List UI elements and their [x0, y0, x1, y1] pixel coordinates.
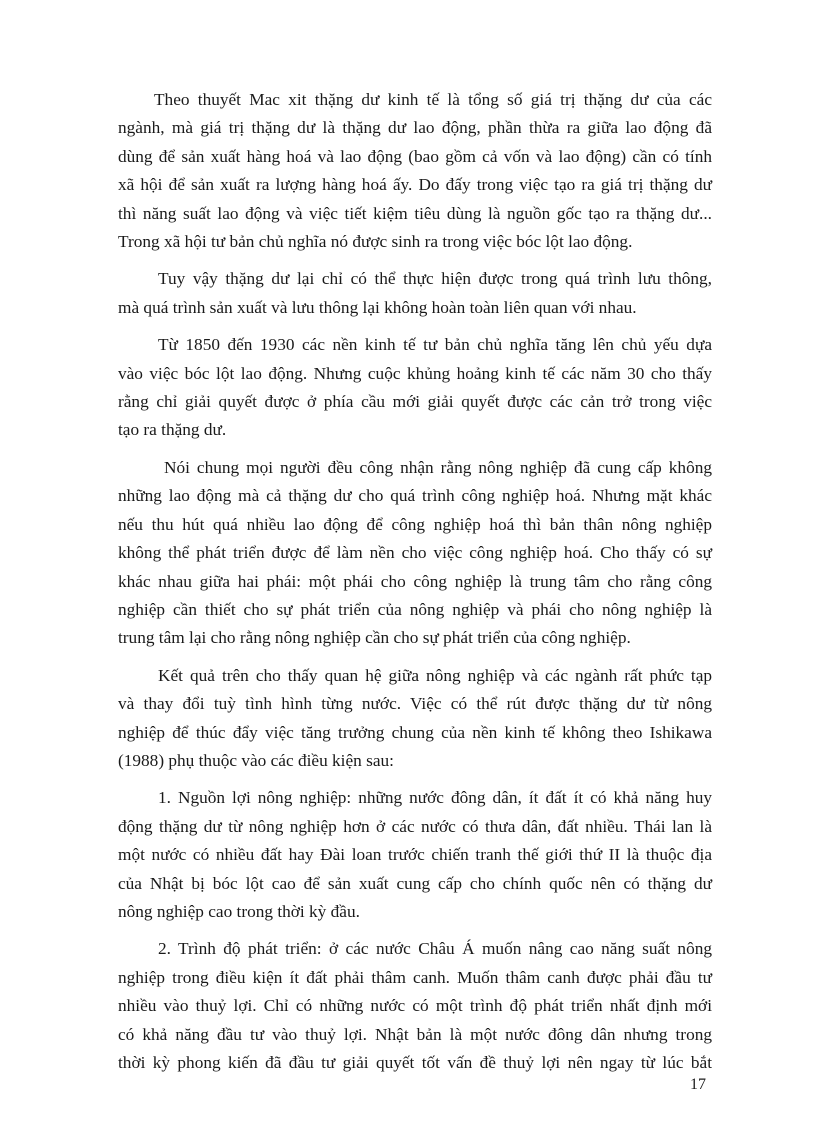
text-line: động thặng dư từ nông nghiệp hơn ở các nước có thưa dân, đất nhiều. Thái lan là: [118, 816, 712, 836]
text-line: Trong xã hội tư bản chủ nghĩa nó được sinh ra trong việc bóc lột lao động.: [118, 232, 633, 252]
text-line: vào việc bóc lột lao động. Nhưng cuộc khủng hoảng kinh tế các năm 30 cho thấy: [118, 363, 712, 383]
text-line: tạo ra thặng dư.: [118, 420, 227, 440]
text-line: Tuy vậy thặng dư lại chỉ có thể thực hiện được trong quá trình lưu thông,: [158, 269, 712, 289]
text-line: Kết quả trên cho thấy quan hệ giữa nông nghiệp và các ngành rất phức tạp: [158, 665, 712, 685]
page-number: 17: [690, 1076, 706, 1093]
text-line: 2. Trình độ phát triển: ở các nước Châu Á muốn nâng cao năng suất nông: [158, 939, 712, 959]
text-line: của Nhật bị bóc lột cao để sản xuất cung cấp cho chính quốc nên có thặng dư: [118, 873, 712, 893]
paragraph: [118, 454, 712, 653]
text-line: thì năng suất lao động và việc tiết kiệm tiêu dùng là nguồn gốc tạo ra thặng dư...: [118, 203, 712, 223]
text-line: nhiều vào thuỷ lợi. Chỉ có những nước có một trình độ phát triển nhất định mới: [118, 996, 712, 1016]
text-line: nghiệp cần thiết cho sự phát triển của nông nghiệp và phái cho nông nghiệp là: [118, 599, 712, 619]
text-line: Nói chung mọi người đều công nhận rằng nông nghiệp đã cung cấp không: [164, 457, 712, 477]
text-line: thời kỳ phong kiến đã đầu tư giải quyết tốt vấn đề thuỷ lợi nên ngay từ lúc bắt: [118, 1053, 712, 1072]
text-line: những lao động mà cả thặng dư cho quá trình công nghiệp hoá. Nhưng mặt khác: [118, 486, 712, 506]
text-line: dùng để sản xuất hàng hoá và lao động (bao gồm cả vốn và lao động) cần có tính: [118, 146, 712, 166]
text-line: ngành, mà giá trị thặng dư là thặng dư lao động, phần thừa ra giữa lao động đã: [118, 118, 712, 138]
text-line: và thay đổi tuỳ tình hình từng nước. Việc có thể rút được thặng dư từ nông: [118, 694, 712, 714]
paragraph: [118, 265, 712, 322]
text-line: 1. Nguồn lợi nông nghiệp: những nước đông dân, ít đất ít có khả năng huy: [158, 788, 712, 808]
text-line: Từ 1850 đến 1930 các nền kinh tế tư bản chủ nghĩa tăng lên chủ yếu dựa: [158, 335, 712, 355]
text-line: Theo thuyết Mac xit thặng dư kinh tế là tổng số giá trị thặng dư của các: [154, 90, 712, 109]
text-line: nếu thu hút quá nhiều lao động để công nghiệp hoá thì bản thân nông nghiệp: [118, 514, 712, 534]
paragraph: [118, 662, 712, 776]
text-line: nghiệp để thúc đẩy việc tăng trưởng chung của nền kinh tế không theo Ishikawa: [118, 722, 712, 742]
text-line: khác nhau giữa hai phái: một phái cho công nghiệp là trung tâm cho rằng công: [118, 571, 712, 591]
text-line: xã hội để sản xuất ra lượng hàng hoá ấy. Do đấy trong việc tạo ra giá trị thặng dư: [118, 175, 712, 195]
text-line: một nước có nhiều đất hay Đài loan trước chiến tranh thế giới thứ II là thuộc địa: [118, 845, 712, 865]
paragraph: [118, 331, 712, 445]
paragraph: [118, 86, 712, 256]
text-line: có khả năng đầu tư vào thuỷ lợi. Nhật bản là một nước đông dân nhưng trong: [118, 1024, 712, 1044]
text-line: trung tâm lại cho rằng nông nghiệp cần cho sự phát triển của công nghiệp.: [118, 628, 631, 648]
text-line: nông nghiệp cao trong thời kỳ đầu.: [118, 901, 360, 921]
text-line: nghiệp trong điều kiện ít đất phải thâm canh. Muốn thâm canh được phải đầu tư: [118, 967, 712, 987]
page-body: [118, 86, 712, 1086]
paragraph: [118, 935, 712, 1077]
text-line: mà quá trình sản xuất và lưu thông lại không hoàn toàn liên quan với nhau.: [118, 297, 637, 317]
text-line: không thể phát triển được để làm nền cho việc công nghiệp hoá. Cho thấy có sự: [118, 543, 712, 563]
paragraph: [118, 784, 712, 926]
text-line: rằng chỉ giải quyết được ở phía cầu mới giải quyết được các cản trở trong việc: [118, 392, 712, 412]
text-line: (1988) phụ thuộc vào các điều kiện sau:: [118, 750, 394, 770]
